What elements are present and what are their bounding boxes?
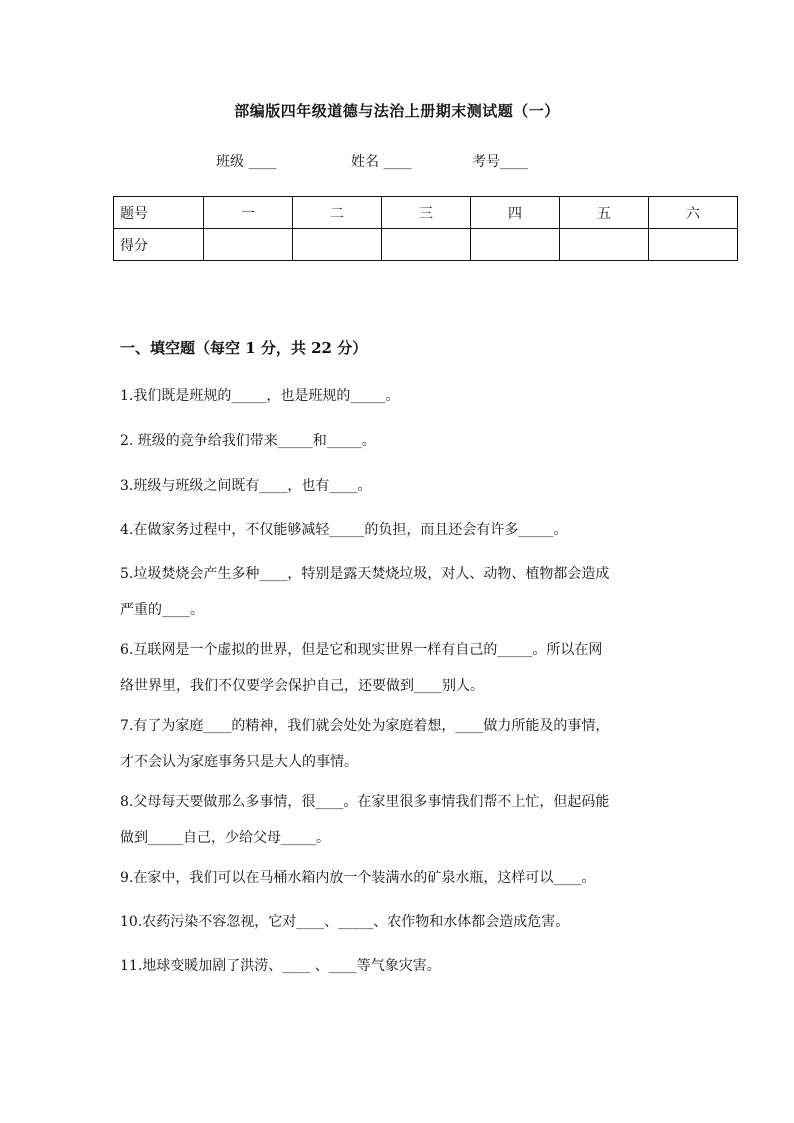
- score-cell: [382, 229, 471, 261]
- question-3: [120, 468, 371, 504]
- question-line: 8.父母每天要做那么多事情，很____。在家里很多事情我们帮不上忙，但起码能: [120, 794, 610, 810]
- question-line: 2. 班级的竞争给我们带来_____和_____。: [120, 433, 376, 449]
- page-title: 部编版四年级道德与法治上册期末测试题（一）: [234, 102, 560, 120]
- score-table-header-cell: 题号: [114, 197, 204, 229]
- score-table-header-row: [114, 197, 738, 229]
- question-line: 11.地球变暖加剧了洪涝、____ 、____等气象灾害。: [120, 958, 441, 974]
- question-6: [120, 632, 602, 704]
- score-table-header-cell: 五: [560, 197, 649, 229]
- score-cell: [293, 229, 382, 261]
- question-line: 4.在做家务过程中，不仅能够减轻_____的负担，而且还会有许多_____。: [120, 522, 568, 538]
- score-table-score-row: [114, 229, 738, 261]
- question-4: [120, 512, 567, 548]
- score-row-label: 得分: [114, 229, 204, 261]
- question-line: 10.农药污染不容忽视，它对____、_____、农作物和水体都会造成危害。: [120, 914, 570, 930]
- score-table: [113, 196, 738, 261]
- exam-number-field: [472, 151, 528, 171]
- score-table-header-cell: 四: [471, 197, 560, 229]
- class-label: 班级: [216, 154, 244, 170]
- question-10: [120, 904, 569, 940]
- score-table-header-cell: 六: [649, 197, 738, 229]
- score-cell: [649, 229, 738, 261]
- question-line: 5.垃圾焚烧会产生多种____，特别是露天焚烧垃圾，对人、动物、植物都会造成: [120, 566, 610, 582]
- question-line: 1.我们既是班规的_____，也是班规的_____。: [120, 388, 400, 404]
- question-line: 7.有了为家庭____的精神，我们就会处处为家庭着想，____做力所能及的事情，: [120, 718, 610, 734]
- name-field: [351, 151, 411, 171]
- score-table-header-cell: 二: [293, 197, 382, 229]
- question-line: 做到_____自己，少给父母_____。: [120, 830, 330, 846]
- question-2: [120, 423, 376, 459]
- question-9: [120, 860, 595, 896]
- name-blank: ____: [383, 154, 412, 170]
- exam-number-blank: ____: [500, 154, 528, 170]
- score-cell: [204, 229, 293, 261]
- question-8: [120, 784, 609, 856]
- score-table-header-cell: 三: [382, 197, 471, 229]
- question-line: 3.班级与班级之间既有____，也有____。: [120, 478, 372, 494]
- score-cell: [471, 229, 560, 261]
- question-line: 才不会认为家庭事务只是大人的事情。: [120, 754, 358, 770]
- question-1: [120, 378, 399, 414]
- question-line: 络世界里，我们不仅要学会保护自己，还要做到____别人。: [120, 678, 484, 694]
- score-cell: [560, 229, 649, 261]
- question-line: 严重的____。: [120, 602, 204, 618]
- class-blank: ____: [248, 154, 277, 170]
- name-label: 姓名: [351, 154, 379, 170]
- class-field: [216, 151, 276, 171]
- exam-number-label: 考号: [472, 154, 500, 170]
- question-7: [120, 708, 609, 780]
- question-line: 6.互联网是一个虚拟的世界，但是它和现实世界一样有自己的_____。所以在网: [120, 642, 603, 658]
- question-11: [120, 948, 441, 984]
- score-table-header-cell: 一: [204, 197, 293, 229]
- section-heading: 一、填空题（每空 1 分，共 22 分）: [120, 339, 368, 357]
- question-line: 9.在家中，我们可以在马桶水箱内放一个装满水的矿泉水瓶，这样可以____。: [120, 870, 596, 886]
- question-5: [120, 556, 609, 628]
